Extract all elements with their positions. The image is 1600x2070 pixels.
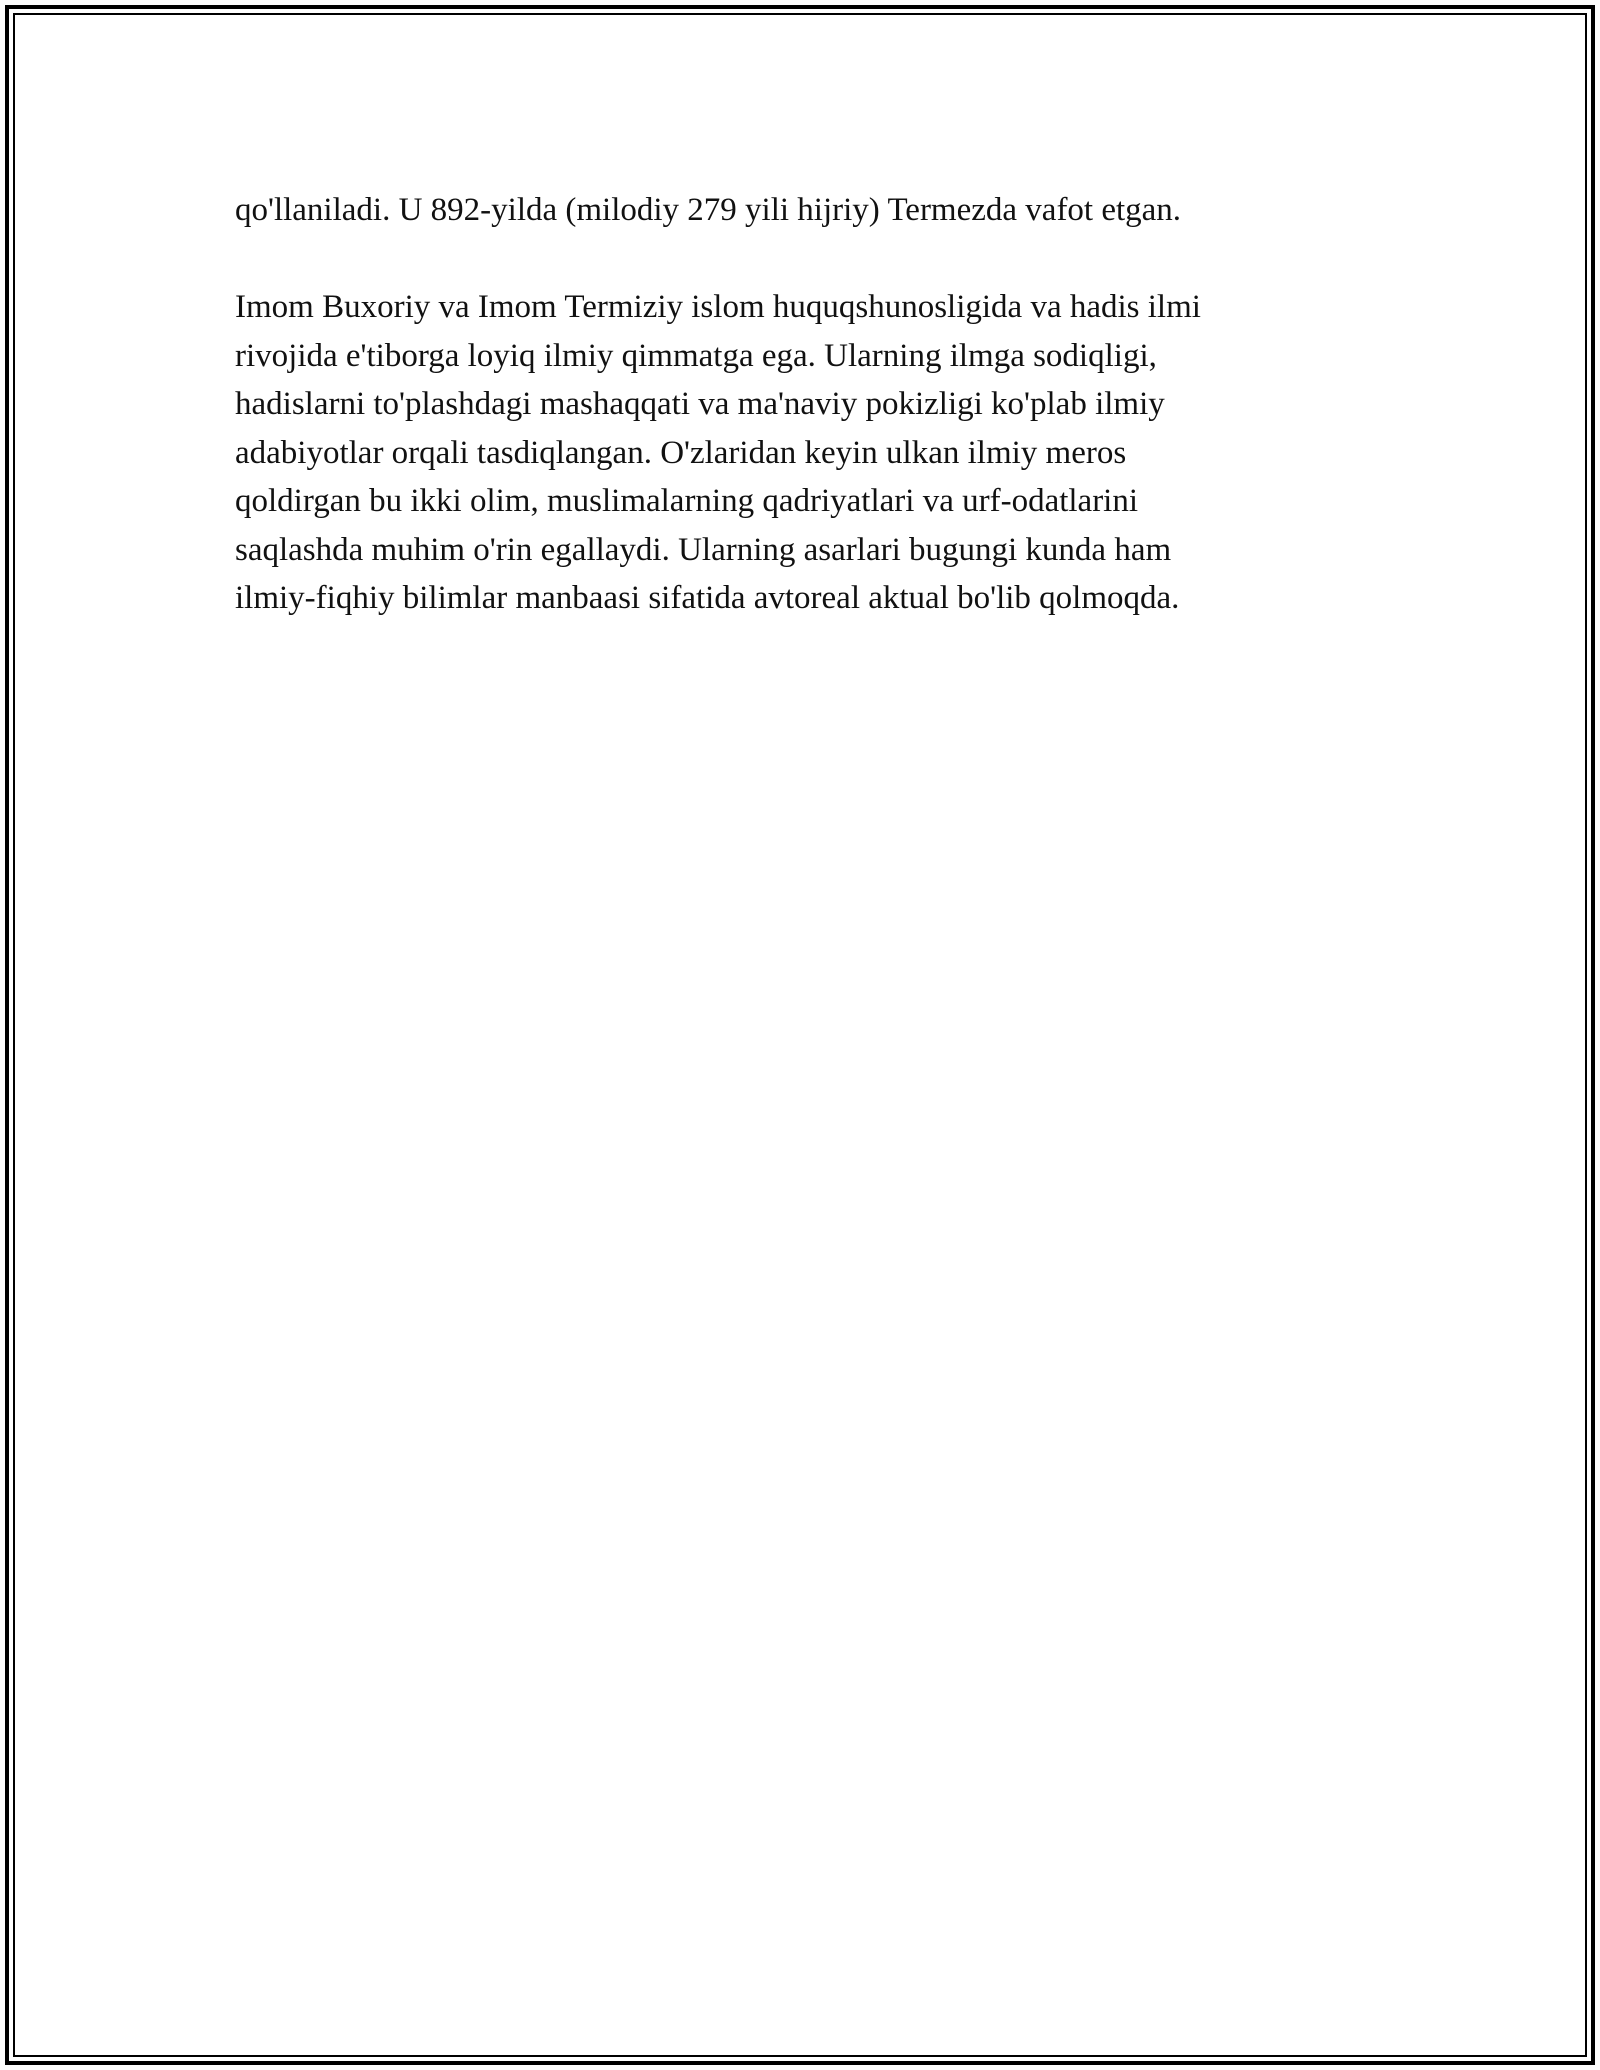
text-line: rivojida e'tiborga loyiq ilmiy qimmatga ega. Ularning ilmga sodiqligi, (235, 337, 1157, 374)
text-line: ilmiy-fiqhiy bilimlar manbaasi sifatida avtoreal aktual bo'lib qolmoqda. (235, 580, 1180, 616)
text-line: adabiyotlar orqali tasdiqlangan. O'zlaridan keyin ulkan ilmiy meros (235, 434, 1127, 471)
text-line: Imom Buxoriy va Imom Termiziy islom huquqshunosligida va hadis ilmi (235, 289, 1201, 325)
text-line: qoldirgan bu ikki olim, muslimalarning qadriyatlari va urf-odatlarini (235, 483, 1139, 519)
paragraph-2 (235, 283, 1365, 623)
text-line: qo'llaniladi. U 892-yilda (milodiy 279 yili hijriy) Termezda vafot etgan. (235, 192, 1182, 228)
text-line: hadislarni to'plashdagi mashaqqati va ma'naviy pokizligi ko'plab ilmiy (235, 386, 1165, 422)
document-body (235, 186, 1365, 623)
text-line: saqlashda muhim o'rin egallaydi. Ularning asarlari bugungi kunda ham (235, 531, 1172, 568)
paragraph-1 (235, 186, 1365, 235)
